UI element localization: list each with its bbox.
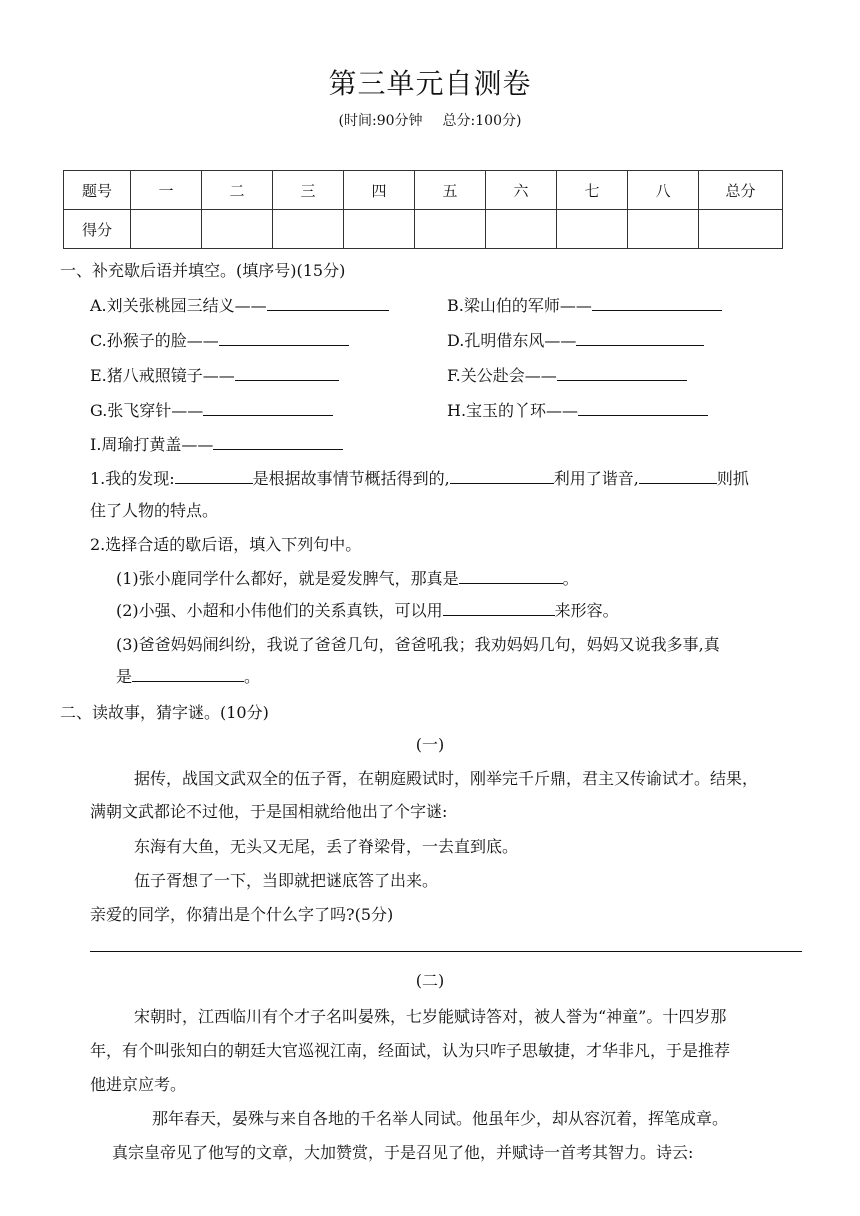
time-limit: (时间:90分钟 bbox=[338, 113, 423, 129]
answer-blank[interactable] bbox=[639, 469, 717, 484]
score-cell: 总分 bbox=[699, 171, 783, 210]
question-2-2: (2)小强、小超和小伟他们的关系真铁，可以用 来形容。 bbox=[116, 601, 619, 620]
score-input-cell[interactable] bbox=[699, 210, 783, 249]
answer-blank[interactable] bbox=[203, 401, 333, 416]
answer-blank[interactable] bbox=[557, 366, 687, 381]
score-input-cell[interactable] bbox=[415, 210, 486, 249]
section2-heading: 二、读故事，猜字谜。(10分) bbox=[60, 703, 269, 722]
xiehouyu-item-f: F.关公赴会—— bbox=[447, 363, 687, 386]
score-cell: 二 bbox=[202, 171, 273, 210]
total-score: 总分:100分) bbox=[442, 113, 522, 129]
xiehouyu-item-b: B.梁山伯的军师—— bbox=[447, 293, 722, 316]
score-input-cell[interactable] bbox=[131, 210, 202, 249]
answer-blank[interactable] bbox=[213, 435, 343, 450]
riddle-question: 亲爱的同学，你猜出是个什么字了吗?(5分) bbox=[90, 905, 394, 924]
score-cell: 五 bbox=[415, 171, 486, 210]
answer-blank[interactable] bbox=[592, 296, 722, 311]
score-table-header-row bbox=[64, 171, 783, 210]
xiehouyu-item-h: H.宝玉的丫环—— bbox=[447, 398, 708, 421]
question-2: 2.选择合适的歇后语，填入下列句中。 bbox=[90, 535, 362, 554]
answer-blank[interactable] bbox=[132, 667, 244, 682]
score-cell: 八 bbox=[628, 171, 699, 210]
exam-info bbox=[0, 110, 860, 130]
xiehouyu-item-d: D.孔明借东风—— bbox=[447, 328, 704, 351]
story-paragraph: 满朝文武都论不过他，于是国相就给他出了个字谜: bbox=[90, 802, 448, 821]
part-2-label: (二) bbox=[415, 971, 445, 990]
score-cell: 七 bbox=[557, 171, 628, 210]
score-input-cell[interactable] bbox=[273, 210, 344, 249]
score-table-score-row bbox=[64, 210, 783, 249]
story-paragraph: 他进京应考。 bbox=[90, 1075, 187, 1094]
answer-blank[interactable] bbox=[450, 469, 554, 484]
part-1-label: (一) bbox=[415, 735, 445, 754]
xiehouyu-item-c: C.孙猴子的脸—— bbox=[90, 328, 349, 351]
page-title: 第三单元自测卷 bbox=[328, 67, 532, 100]
score-row-label: 得分 bbox=[64, 210, 131, 249]
answer-blank[interactable] bbox=[459, 569, 563, 584]
answer-blank[interactable] bbox=[235, 366, 339, 381]
score-cell: 六 bbox=[486, 171, 557, 210]
score-input-cell[interactable] bbox=[486, 210, 557, 249]
answer-blank[interactable] bbox=[576, 331, 704, 346]
xiehouyu-item-e: E.猪八戒照镜子—— bbox=[90, 363, 339, 386]
story-paragraph: 据传，战国文武双全的伍子胥，在朝庭殿试时，刚举完千斤鼎，君主又传谕试才。结果， bbox=[134, 769, 759, 788]
xiehouyu-item-i: I.周瑜打黄盖—— bbox=[90, 432, 343, 455]
section1-heading: 一、补充歇后语并填空。(填序号)(15分) bbox=[60, 261, 346, 280]
xiehouyu-item-g: G.张飞穿针—— bbox=[90, 398, 333, 421]
question-1-cont: 住了人物的特点。 bbox=[90, 501, 219, 520]
score-input-cell[interactable] bbox=[628, 210, 699, 249]
answer-line[interactable] bbox=[90, 951, 802, 952]
score-cell: 四 bbox=[344, 171, 415, 210]
score-cell: 一 bbox=[131, 171, 202, 210]
answer-blank[interactable] bbox=[267, 296, 389, 311]
question-2-3: (3)爸爸妈妈闹纠纷，我说了爸爸几句，爸爸吼我；我劝妈妈几句，妈妈又说我多事,真 bbox=[116, 635, 720, 654]
question-2-1: (1)张小鹿同学什么都好，就是爱发脾气，那真是 。 bbox=[116, 569, 579, 588]
story-paragraph: 伍子胥想了一下，当即就把谜底答了出来。 bbox=[134, 871, 439, 890]
story-paragraph: 那年春天，晏殊与来自各地的千名举人同试。他虽年少，却从容沉着，挥笔成章。 bbox=[152, 1109, 729, 1128]
riddle-text: 东海有大鱼，无头又无尾，丢了脊梁骨，一去直到底。 bbox=[134, 837, 519, 856]
answer-blank[interactable] bbox=[175, 469, 253, 484]
score-input-cell[interactable] bbox=[557, 210, 628, 249]
story-paragraph: 年，有个叫张知白的朝廷大官巡视江南，经面试，认为只咋子思敏捷，才华非凡，于是推荐 bbox=[90, 1041, 731, 1060]
question-2-3-cont: 是 。 bbox=[116, 667, 261, 686]
story-paragraph: 真宗皇帝见了他写的文章，大加赞赏，于是召见了他，并赋诗一首考其智力。诗云: bbox=[112, 1143, 694, 1162]
answer-blank[interactable] bbox=[578, 401, 708, 416]
xiehouyu-item-a: A.刘关张桃园三结义—— bbox=[90, 293, 389, 316]
score-input-cell[interactable] bbox=[202, 210, 273, 249]
answer-blank[interactable] bbox=[219, 331, 349, 346]
score-cell: 题号 bbox=[64, 171, 131, 210]
story-paragraph: 宋朝时，江西临川有个才子名叫晏殊，七岁能赋诗答对，被人誉为“神童”。十四岁那 bbox=[134, 1007, 727, 1026]
question-1: 1.我的发现: 是根据故事情节概括得到的, 利用了谐音, 则抓 bbox=[90, 469, 749, 488]
score-table bbox=[63, 170, 783, 249]
score-input-cell[interactable] bbox=[344, 210, 415, 249]
answer-blank[interactable] bbox=[443, 601, 555, 616]
score-cell: 三 bbox=[273, 171, 344, 210]
